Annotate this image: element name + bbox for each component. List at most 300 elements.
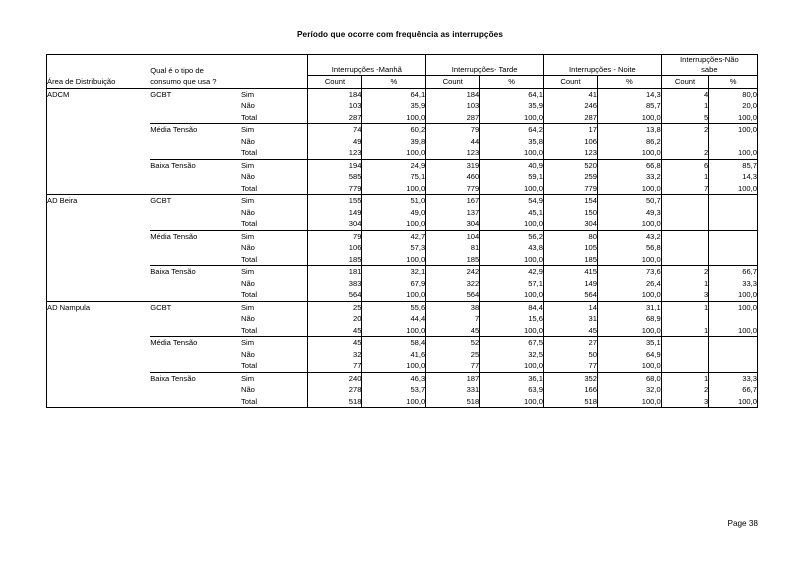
cell-nsabe-pct [709,136,758,148]
cell-noite-count: 106 [543,136,597,148]
table-row [47,242,758,254]
cell-tarde-count: 38 [426,301,480,313]
cell-noite-pct: 32,0 [598,384,662,396]
cell-manha-count: 77 [308,360,362,372]
cell-resposta: Total [241,325,308,337]
cell-noite-count: 518 [543,396,597,408]
header-noite-count: Count [543,76,597,89]
cell-resposta: Total [241,183,308,195]
cell-manha-pct: 24,9 [362,159,426,171]
cell-noite-count: 149 [543,278,597,290]
cell-nsabe-count [661,360,709,372]
cell-tipo-consumo [150,396,241,408]
cell-tarde-count: 304 [426,218,480,230]
cell-resposta: Total [241,112,308,124]
cell-nsabe-pct: 20,0 [709,100,758,112]
cell-resposta: Total [241,254,308,266]
cell-nsabe-pct: 100,0 [709,325,758,337]
cell-area: ADCM [47,88,151,100]
table-row [47,313,758,325]
cell-resposta: Total [241,218,308,230]
cell-tarde-count: 44 [426,136,480,148]
cell-area [47,349,151,361]
cell-tipo-consumo [150,218,241,230]
header-group-row [47,55,758,76]
cell-area [47,100,151,112]
cell-area [47,384,151,396]
cell-noite-pct: 14,3 [598,88,662,100]
cell-manha-pct: 32,1 [362,266,426,278]
cell-nsabe-pct [709,360,758,372]
cell-manha-count: 103 [308,100,362,112]
cell-manha-pct: 44,4 [362,313,426,325]
table-row [47,183,758,195]
cell-noite-count: 150 [543,207,597,219]
cell-tarde-count: 123 [426,147,480,159]
cell-manha-count: 278 [308,384,362,396]
cell-tarde-count: 167 [426,195,480,207]
cell-manha-pct: 41,6 [362,349,426,361]
cell-nsabe-count [661,313,709,325]
cell-manha-count: 79 [308,230,362,242]
cell-noite-count: 77 [543,360,597,372]
cell-manha-pct: 55,6 [362,301,426,313]
header-group-nao-sabe-line1: Interrupções-Não [680,55,739,64]
table-row [47,124,758,136]
table-row [47,100,758,112]
header-manha-pct: % [362,76,426,89]
cell-manha-pct: 100,0 [362,112,426,124]
cell-nsabe-count: 2 [661,124,709,136]
header-sub-row [47,76,758,89]
cell-resposta: Total [241,360,308,372]
cell-noite-pct: 56,8 [598,242,662,254]
cell-manha-pct: 64,1 [362,88,426,100]
cell-resposta: Não [241,242,308,254]
cell-manha-count: 184 [308,88,362,100]
cell-tipo-consumo [150,136,241,148]
cell-area [47,112,151,124]
cell-tipo-consumo: Baixa Tensão [150,372,241,384]
cell-manha-count: 287 [308,112,362,124]
cell-manha-count: 518 [308,396,362,408]
cell-tarde-pct: 84,4 [480,301,544,313]
header-tipo-line2: consumo que usa ? [150,76,241,89]
cell-tarde-count: 242 [426,266,480,278]
cell-noite-count: 166 [543,384,597,396]
cell-noite-count: 564 [543,289,597,301]
cell-nsabe-count: 6 [661,159,709,171]
cell-tipo-consumo [150,384,241,396]
cell-tarde-pct: 100,0 [480,254,544,266]
cell-tarde-pct: 64,2 [480,124,544,136]
cell-noite-pct: 100,0 [598,360,662,372]
cell-area [47,337,151,349]
cell-noite-count: 259 [543,171,597,183]
cell-tipo-consumo [150,171,241,183]
cell-tipo-consumo: Baixa Tensão [150,266,241,278]
cell-resposta: Sim [241,266,308,278]
header-group-nao-sabe-line2: sabe [701,65,718,74]
cell-resposta: Total [241,289,308,301]
table-row [47,112,758,124]
cell-nsabe-count: 2 [661,384,709,396]
cell-manha-count: 585 [308,171,362,183]
cell-nsabe-pct [709,337,758,349]
table-row [47,218,758,230]
cell-nsabe-pct: 100,0 [709,289,758,301]
cell-noite-pct: 85,7 [598,100,662,112]
cell-nsabe-count: 3 [661,396,709,408]
crosstab-container [46,54,758,408]
table-row [47,195,758,207]
cell-tarde-count: 331 [426,384,480,396]
cell-noite-count: 185 [543,254,597,266]
cell-noite-pct: 31,1 [598,301,662,313]
cell-tipo-consumo [150,242,241,254]
cell-tarde-pct: 100,0 [480,183,544,195]
cell-noite-count: 80 [543,230,597,242]
cell-nsabe-count: 1 [661,325,709,337]
cell-noite-pct: 26,4 [598,278,662,290]
cell-tarde-pct: 64,1 [480,88,544,100]
cell-nsabe-pct: 100,0 [709,147,758,159]
cell-manha-count: 194 [308,159,362,171]
cell-nsabe-pct: 100,0 [709,112,758,124]
cell-area [47,372,151,384]
cell-tarde-pct: 32,5 [480,349,544,361]
cell-noite-count: 352 [543,372,597,384]
cell-tarde-pct: 100,0 [480,112,544,124]
cell-tarde-pct: 45,1 [480,207,544,219]
cell-manha-pct: 58,4 [362,337,426,349]
table-row [47,360,758,372]
cell-tipo-consumo: Baixa Tensão [150,159,241,171]
cell-resposta: Não [241,313,308,325]
cell-nsabe-pct [709,254,758,266]
cell-tarde-pct: 54,9 [480,195,544,207]
cell-tarde-count: 25 [426,349,480,361]
cell-noite-pct: 68,0 [598,372,662,384]
header-spacer-area [47,55,151,76]
cell-noite-count: 415 [543,266,597,278]
cell-nsabe-pct [709,349,758,361]
cell-tarde-count: 319 [426,159,480,171]
cell-noite-pct: 13,8 [598,124,662,136]
cell-tarde-pct: 100,0 [480,396,544,408]
cell-tipo-consumo [150,325,241,337]
cell-area [47,278,151,290]
cell-tipo-consumo [150,100,241,112]
table-row [47,372,758,384]
cell-tarde-pct: 59,1 [480,171,544,183]
cell-manha-count: 123 [308,147,362,159]
cell-tipo-consumo [150,278,241,290]
cell-resposta: Sim [241,124,308,136]
cell-noite-count: 45 [543,325,597,337]
cell-nsabe-pct [709,313,758,325]
cell-noite-count: 154 [543,195,597,207]
cell-nsabe-pct: 100,0 [709,183,758,195]
header-noite-pct: % [598,76,662,89]
cell-nsabe-pct [709,218,758,230]
cell-nsabe-count [661,195,709,207]
cell-manha-count: 20 [308,313,362,325]
cell-nsabe-pct: 66,7 [709,384,758,396]
cell-tipo-consumo [150,207,241,219]
cell-resposta: Total [241,147,308,159]
cell-manha-count: 240 [308,372,362,384]
table-row [47,384,758,396]
header-group-tarde: Interrupções- Tarde [426,55,544,76]
cell-nsabe-count [661,242,709,254]
table-row [47,147,758,159]
cell-noite-pct: 50,7 [598,195,662,207]
table-row [47,159,758,171]
cell-noite-pct: 73,6 [598,266,662,278]
cell-nsabe-count: 2 [661,266,709,278]
page-number: Page 38 [727,519,758,528]
cell-manha-pct: 46,3 [362,372,426,384]
cell-tarde-count: 779 [426,183,480,195]
cell-tipo-consumo [150,360,241,372]
cell-tarde-count: 287 [426,112,480,124]
cell-tarde-pct: 67,5 [480,337,544,349]
cell-area [47,254,151,266]
cell-tarde-count: 81 [426,242,480,254]
header-tipo-line1: Qual é o tipo de [150,65,204,75]
table-row [47,136,758,148]
cell-manha-pct: 100,0 [362,254,426,266]
cell-area [47,242,151,254]
cell-manha-pct: 100,0 [362,183,426,195]
cell-noite-pct: 64,9 [598,349,662,361]
cell-manha-count: 32 [308,349,362,361]
cell-noite-pct: 100,0 [598,289,662,301]
cell-area [47,183,151,195]
cell-tarde-count: 322 [426,278,480,290]
cell-noite-count: 123 [543,147,597,159]
header-group-nao-sabe [661,55,757,76]
table-row [47,301,758,313]
cell-tarde-pct: 43,8 [480,242,544,254]
cell-tarde-count: 187 [426,372,480,384]
cell-area [47,266,151,278]
cell-manha-pct: 49,0 [362,207,426,219]
cell-noite-pct: 100,0 [598,254,662,266]
cell-nsabe-count [661,207,709,219]
cell-manha-pct: 57,3 [362,242,426,254]
cell-nsabe-pct: 100,0 [709,124,758,136]
cell-noite-count: 27 [543,337,597,349]
cell-tarde-pct: 63,9 [480,384,544,396]
cell-nsabe-pct: 100,0 [709,396,758,408]
cell-nsabe-count: 3 [661,289,709,301]
table-row [47,278,758,290]
cell-nsabe-count: 5 [661,112,709,124]
cell-manha-count: 45 [308,337,362,349]
header-spacer-resp [241,55,308,76]
cell-manha-count: 383 [308,278,362,290]
cell-tipo-consumo [150,183,241,195]
cell-noite-pct: 100,0 [598,183,662,195]
cell-tarde-count: 137 [426,207,480,219]
cell-noite-pct: 35,1 [598,337,662,349]
header-area-distribuicao: Área de Distribuição [47,76,151,89]
cell-manha-count: 155 [308,195,362,207]
cell-noite-pct: 86,2 [598,136,662,148]
cell-manha-pct: 51,0 [362,195,426,207]
cell-nsabe-pct [709,207,758,219]
cell-resposta: Não [241,278,308,290]
cell-tarde-pct: 57,1 [480,278,544,290]
cell-noite-pct: 43,2 [598,230,662,242]
header-group-manha: Interrupções -Manhã [308,55,426,76]
cell-nsabe-count [661,136,709,148]
crosstab-table [46,54,758,408]
cell-tarde-count: 185 [426,254,480,266]
cell-tarde-pct: 100,0 [480,289,544,301]
cell-tarde-pct: 100,0 [480,147,544,159]
header-resp-blank [241,76,308,89]
cell-noite-pct: 33,2 [598,171,662,183]
cell-nsabe-count: 1 [661,171,709,183]
cell-noite-count: 41 [543,88,597,100]
cell-nsabe-pct: 80,0 [709,88,758,100]
cell-resposta: Sim [241,372,308,384]
cell-area [47,325,151,337]
cell-manha-pct: 67,9 [362,278,426,290]
cell-manha-pct: 100,0 [362,218,426,230]
cell-area [47,171,151,183]
cell-area [47,360,151,372]
table-row [47,88,758,100]
cell-tarde-count: 460 [426,171,480,183]
cell-tarde-count: 103 [426,100,480,112]
cell-resposta: Sim [241,88,308,100]
table-row [47,325,758,337]
cell-noite-count: 304 [543,218,597,230]
cell-resposta: Sim [241,301,308,313]
cell-tipo-consumo [150,349,241,361]
cell-nsabe-count: 1 [661,278,709,290]
header-tarde-pct: % [480,76,544,89]
cell-manha-count: 106 [308,242,362,254]
cell-manha-count: 49 [308,136,362,148]
cell-noite-count: 779 [543,183,597,195]
cell-noite-count: 14 [543,301,597,313]
cell-nsabe-pct: 85,7 [709,159,758,171]
table-row [47,337,758,349]
cell-manha-pct: 39,8 [362,136,426,148]
cell-area [47,218,151,230]
cell-manha-pct: 100,0 [362,289,426,301]
cell-tarde-pct: 100,0 [480,325,544,337]
table-body [47,88,758,408]
cell-resposta: Não [241,100,308,112]
cell-nsabe-count: 1 [661,372,709,384]
cell-area [47,136,151,148]
cell-noite-pct: 49,3 [598,207,662,219]
cell-nsabe-pct: 33,3 [709,278,758,290]
cell-noite-pct: 100,0 [598,396,662,408]
cell-resposta: Não [241,349,308,361]
cell-area [47,289,151,301]
cell-tipo-consumo [150,289,241,301]
cell-resposta: Não [241,384,308,396]
cell-resposta: Não [241,207,308,219]
table-row [47,171,758,183]
cell-tipo-consumo: GCBT [150,195,241,207]
cell-manha-pct: 35,9 [362,100,426,112]
cell-manha-count: 304 [308,218,362,230]
cell-nsabe-pct [709,195,758,207]
table-row [47,230,758,242]
cell-tipo-consumo: GCBT [150,88,241,100]
cell-tarde-pct: 35,9 [480,100,544,112]
header-tarde-count: Count [426,76,480,89]
cell-manha-count: 185 [308,254,362,266]
cell-manha-pct: 75,1 [362,171,426,183]
cell-manha-count: 45 [308,325,362,337]
cell-manha-count: 181 [308,266,362,278]
cell-area [47,147,151,159]
cell-noite-pct: 100,0 [598,218,662,230]
table-row [47,349,758,361]
cell-tipo-consumo: Média Tensão [150,337,241,349]
cell-tarde-count: 564 [426,289,480,301]
cell-noite-pct: 100,0 [598,147,662,159]
cell-nsabe-count: 1 [661,100,709,112]
cell-nsabe-pct: 14,3 [709,171,758,183]
cell-area [47,313,151,325]
header-nsabe-pct: % [709,76,758,89]
cell-nsabe-count: 2 [661,147,709,159]
cell-tarde-count: 52 [426,337,480,349]
cell-manha-count: 74 [308,124,362,136]
header-group-noite: Interrupções - Noite [543,55,661,76]
cell-nsabe-pct: 33,3 [709,372,758,384]
cell-resposta: Sim [241,195,308,207]
cell-manha-count: 149 [308,207,362,219]
cell-resposta: Sim [241,230,308,242]
cell-tarde-pct: 40,9 [480,159,544,171]
cell-resposta: Total [241,396,308,408]
cell-area [47,396,151,408]
cell-manha-count: 779 [308,183,362,195]
cell-noite-count: 31 [543,313,597,325]
cell-tipo-consumo [150,147,241,159]
cell-noite-pct: 100,0 [598,325,662,337]
cell-nsabe-count [661,218,709,230]
cell-tarde-pct: 100,0 [480,360,544,372]
cell-area: AD Nampula [47,301,151,313]
cell-noite-pct: 68,9 [598,313,662,325]
cell-tipo-consumo [150,313,241,325]
page-title: Período que ocorre com frequência as interrupções [296,30,503,39]
cell-resposta: Não [241,171,308,183]
table-row [47,207,758,219]
cell-resposta: Sim [241,337,308,349]
cell-nsabe-count: 7 [661,183,709,195]
cell-tarde-pct: 100,0 [480,218,544,230]
cell-tarde-pct: 42,9 [480,266,544,278]
cell-noite-pct: 100,0 [598,112,662,124]
table-header [47,55,758,89]
cell-nsabe-count [661,349,709,361]
cell-nsabe-pct: 100,0 [709,301,758,313]
cell-noite-count: 287 [543,112,597,124]
